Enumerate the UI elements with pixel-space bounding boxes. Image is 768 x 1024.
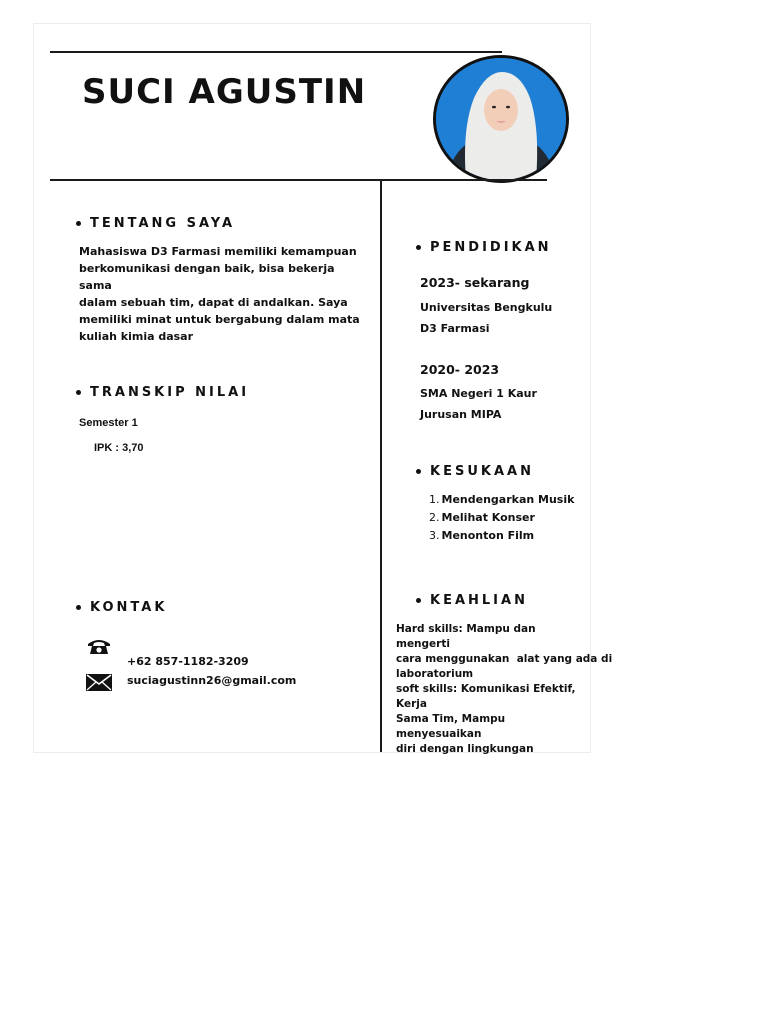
- skills-heading: [416, 593, 528, 608]
- bullet-icon: [76, 390, 81, 395]
- skills-line: diri dengan lingkungan: [396, 743, 534, 755]
- about-text: [79, 243, 369, 345]
- skills-line: cara menggunakan alat yang ada di: [396, 653, 613, 665]
- candidate-name: SUCI AGUSTIN: [82, 72, 367, 112]
- email-icon: [86, 674, 112, 696]
- transcript-ipk: IPK : 3,70: [94, 442, 144, 454]
- transcript-title: TRANSKIP NILAI: [90, 385, 250, 400]
- phone-icon: [86, 637, 112, 660]
- bullet-icon: [76, 605, 81, 610]
- header-bottom-rule: [50, 179, 547, 181]
- skills-title: KEAHLIAN: [430, 593, 528, 608]
- transcript-semester: Semester 1: [79, 417, 138, 429]
- transcript-heading: [76, 385, 249, 400]
- list-label: Mendengarkan Musik: [441, 493, 575, 506]
- list-item: [429, 527, 574, 545]
- hobbies-list: [429, 491, 574, 545]
- list-label: Melihat Konser: [441, 511, 535, 524]
- skills-line: Hard skills: Mampu dan mengerti: [396, 623, 536, 650]
- list-label: Menonton Film: [441, 529, 535, 542]
- portrait-icon: [436, 58, 566, 180]
- skills-line: laboratorium: [396, 668, 474, 680]
- about-line: berkomunikasi dengan baik, bisa bekerja sama: [79, 262, 335, 292]
- column-divider: [380, 179, 382, 752]
- about-heading: [76, 216, 235, 231]
- contact-email[interactable]: suciagustinn26@gmail.com: [127, 674, 297, 687]
- about-line: memiliki minat untuk bergabung dalam mata: [79, 313, 360, 326]
- education-title: PENDIDIKAN: [430, 240, 552, 255]
- education-detail: Jurusan MIPA: [420, 408, 502, 421]
- resume-page: [34, 24, 613, 755]
- about-title: TENTANG SAYA: [90, 216, 236, 231]
- list-number: 3.: [429, 529, 440, 542]
- skills-line: soft skills: Komunikasi Efektif, Kerja: [396, 683, 576, 710]
- education-detail: D3 Farmasi: [420, 322, 490, 335]
- contact-title: KONTAK: [90, 600, 168, 615]
- list-item: [429, 491, 574, 509]
- about-line: dalam sebuah tim, dapat di andalkan. Saya: [79, 296, 348, 309]
- hobbies-heading: [416, 464, 534, 479]
- about-line: Mahasiswa D3 Farmasi memiliki kemampuan: [79, 245, 357, 258]
- contact-heading: [76, 600, 167, 615]
- list-number: 2.: [429, 511, 440, 524]
- bullet-icon: [416, 245, 421, 250]
- contact-phone: +62 857-1182-3209: [127, 655, 249, 668]
- bullet-icon: [76, 221, 81, 226]
- list-number: 1.: [429, 493, 440, 506]
- header-top-rule: [50, 51, 502, 53]
- education-years: 2023- sekarang: [420, 275, 530, 290]
- hobbies-title: KESUKAAN: [430, 464, 534, 479]
- education-heading: [416, 240, 552, 255]
- education-school: SMA Negeri 1 Kaur: [420, 387, 537, 400]
- education-school: Universitas Bengkulu: [420, 301, 553, 314]
- skills-text: [396, 622, 613, 757]
- profile-photo: [433, 55, 569, 183]
- skills-line: Sama Tim, Mampu menyesuaikan: [396, 713, 506, 740]
- bullet-icon: [416, 469, 421, 474]
- list-item: [429, 509, 574, 527]
- about-line: kuliah kimia dasar: [79, 330, 194, 343]
- bullet-icon: [416, 598, 421, 603]
- education-years: 2020- 2023: [420, 362, 500, 377]
